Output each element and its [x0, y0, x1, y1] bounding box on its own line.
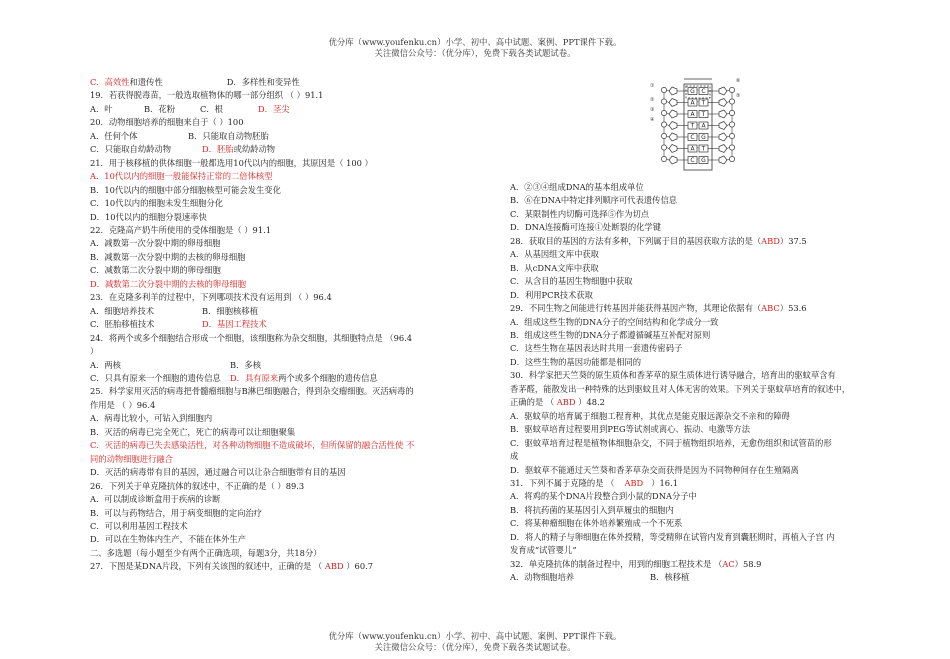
sugar-left	[669, 145, 677, 153]
header-line-1: 优分库（www.youfenku.cn）小学、初中、高中试题、案例、PPT课件下载。	[328, 37, 622, 47]
answer-text: C．高效性	[90, 77, 130, 87]
question-30-cont: 香茅醛，能散发出一种特殊的达到驱蚊且对人体无害的效果。下列关于驱蚊草培育的叙述中，	[510, 383, 851, 394]
q30-option-b: B．驱蚊草培育过程要用到PEG等试剂或离心、振动、电激等方法	[510, 424, 751, 435]
dna-diagram	[650, 77, 746, 175]
base-letter-left: T	[690, 122, 695, 130]
base-letter-right: A	[701, 122, 706, 130]
q26-option-a: A．可以制成诊断盒用于疾病的诊断	[90, 494, 221, 505]
q21-option-d: D．10代以内的细胞分裂速率快	[90, 211, 207, 222]
footer-line-2: 关注微信公众号：（优分库），免费下载各类试题试卷。	[374, 642, 576, 652]
q25-option-c-cont: 同的动物细胞进行融合	[90, 453, 173, 464]
question-32: 32．单克隆抗体的制备过程中，用到的细胞工程技术是 （AC）58.9	[510, 558, 762, 569]
question-19: 19．若获得脱毒苗，一般选取植物体的哪一部分组织 （ ）91.1	[90, 90, 324, 101]
label-2: ②	[650, 97, 655, 103]
question-20: 20．动物细胞培养的细胞来自于（ ）100	[90, 117, 244, 128]
q22-option-b: B．减数第一次分裂中期的去核的卵母细胞	[90, 251, 246, 262]
bond-right	[727, 159, 729, 160]
page-header	[0, 37, 950, 59]
q25-option-d: D．灭活的病毒带有目的基因，通过融合可以让杂合细胞带有目的基因	[90, 467, 346, 478]
bond-left	[667, 90, 669, 91]
answer-text: D．基因工程技术	[202, 319, 267, 330]
q26-option-d: D．可以在生物体内生产，不能在体外生产	[90, 534, 246, 545]
base-letter-right: G	[701, 157, 706, 164]
question-27: 27．下图是某DNA片段，下列有关该图的叙述中，正确的是 （ ABD ）60.7	[90, 561, 374, 572]
q27-option-b: B．⑥在DNA中特定排列顺序可代表遗传信息	[510, 195, 678, 206]
question-30-end: 正确的是 （ ABD ）48.2	[510, 397, 605, 408]
q30-option-c-cont: 成	[510, 451, 519, 462]
phosphate-left	[661, 156, 666, 161]
q27-option-d: D．DNA连接酶可连接①处断裂的化学键	[510, 222, 662, 233]
q31-option-c: C．将某种瘤细胞在体外培养繁殖成一个不死系	[510, 518, 683, 529]
section-multiple-choice: 二、多选题（每小题至少有两个正确选项，每题3分，共18分）	[90, 547, 322, 558]
phosphate-right	[729, 133, 734, 138]
bond-left	[667, 136, 669, 137]
base-letter-left: G	[690, 88, 695, 95]
question-22: 22．克隆高产奶牛所使用的受体细胞是（ ）91.1	[90, 224, 272, 235]
backbone-right	[719, 87, 735, 164]
bond-right	[727, 113, 729, 114]
q31-option-a: A．将鸡的某个DNA片段整合到小鼠的DNA分子中	[510, 491, 697, 502]
q30-option-c: C．驱蚊草培育过程是植物体细胞杂交，不同于植物组织培养，无愈伤组织和试管苗的形	[510, 437, 832, 448]
q18-options-cd: C．高效性和遗传性 D．多样性和变异性	[90, 77, 300, 87]
q31-option-b: B．将抗药菌的某基因引入到草履虫的细胞内	[510, 504, 674, 515]
question-23: 23．在克隆多利羊的过程中，下列哪项技术没有运用到 （ ）96.4	[90, 292, 332, 303]
base-letter-left: C	[690, 134, 695, 141]
q28-option-d: D．利用PCR技术获取	[510, 289, 593, 300]
q20-options-cd: C．只能取自幼龄动物 D．胚胎或幼龄动物	[90, 144, 276, 155]
phosphate-left	[661, 122, 666, 127]
q23-options-cd: C．胚胎移植技术 D．基因工程技术	[90, 319, 267, 330]
sugar-left	[669, 110, 677, 118]
question-29: 29．不同生物之间能进行转基因并能获得基因产物，其理论依据有（ABC）53.6	[510, 303, 807, 314]
question-25: 25．科学家用灭活的病毒把骨髓瘤细胞与B淋巴细胞融合，得到杂交瘤细胞。灭活病毒的	[90, 386, 414, 397]
sugar-left	[669, 133, 677, 141]
q22-option-d: D．减数第二次分裂中期的去核的卵母细胞	[90, 278, 246, 289]
bond-right	[727, 148, 729, 149]
bond-left	[667, 148, 669, 149]
question-28: 28．获取目的基因的方法有多种，下列属于目的基因获取方法的是（ABD）37.5	[510, 235, 807, 246]
phosphate-left	[661, 99, 666, 104]
base-letter-right: T	[701, 111, 706, 118]
bond-left	[667, 113, 669, 114]
bond-left	[667, 159, 669, 160]
phosphate-left	[661, 133, 666, 138]
sugar-right	[719, 133, 727, 141]
footer-line-1: 优分库（www.youfenku.cn）小学、初中、高中试题、案例、PPT课件下载。	[328, 631, 622, 641]
left-column	[90, 76, 490, 574]
phosphate-right	[729, 87, 734, 92]
q25-option-b: B．灭活的病毒已完全死亡，死亡的病毒可以让细胞聚集	[90, 426, 296, 437]
q21-option-a: A．10代以内的细胞一般能保持正常的二倍体核型	[90, 171, 273, 182]
q26-option-b: B．可以与药物结合，用于病变细胞的定向治疗	[90, 507, 263, 518]
question-21: 21．用于核移植的供体细胞一般都选用10代以内的细胞，其原因是（ 100 ）	[90, 157, 373, 168]
q27-option-a: A．②③④组成DNA的基本组成单位	[510, 182, 644, 192]
bond-right	[727, 90, 729, 91]
label-6: ⑥	[736, 78, 741, 84]
question-30: 30．科学家把天竺葵的原生质体和香茅草的原生质体进行诱导融合，培育出的驱蚊草含有	[510, 370, 836, 381]
q28-option-b: B．从cDNA文库中获取	[510, 262, 599, 273]
q22-option-a: A．减数第一次分裂中期的卵母细胞	[90, 238, 221, 249]
answer-text: AC	[722, 558, 735, 569]
bond-right	[727, 102, 729, 103]
answer-text: ABD	[322, 561, 347, 572]
phosphate-right	[729, 156, 734, 161]
label-1: ①	[650, 83, 655, 89]
q25-option-c: C．灭活的病毒已失去感染活性，对各种动物细胞不造成破坏，但所保留的融合活性使 不	[90, 440, 415, 451]
label-3: ③	[650, 107, 655, 113]
sugar-right	[719, 145, 727, 153]
q24-options-ab: A．两核 B．多核	[90, 359, 261, 370]
base-letter-left: A	[690, 99, 695, 107]
phosphate-left	[661, 110, 666, 115]
sugar-left	[669, 156, 677, 164]
q30-option-a: A．驱蚊草的培育属于细胞工程育种，其优点是能克服远源杂交不亲和的障碍	[510, 410, 790, 421]
q23-options-ab: A．细胞培养技术 B．细胞核移植	[90, 305, 258, 316]
base-letter-right: T	[701, 99, 706, 107]
phosphate-right	[729, 99, 734, 104]
q29-option-b: B．组成这些生物的DNA分子都遵循碱基互补配对原则	[510, 329, 711, 340]
base-letter-left: C	[690, 157, 695, 164]
answer-text: ABD	[554, 397, 579, 408]
sugar-right	[719, 122, 727, 130]
question-26: 26．下列关于单克隆抗体的叙述中，不正确的是（ ）89.3	[90, 480, 305, 491]
sugar-right	[719, 110, 727, 118]
q26-option-c: C．可以利用基因工程技术	[90, 520, 188, 531]
q27-option-c: C．某限制性内切酶可选择⑤作为切点	[510, 208, 650, 219]
phosphate-left	[661, 87, 666, 92]
q29-option-d: D．这些生物的基因功能都是相同的	[510, 356, 642, 367]
q28-option-c: C．从含目的基因生物细胞中获取	[510, 276, 633, 287]
base-letter-left: A	[690, 145, 695, 153]
page-footer	[0, 631, 950, 653]
base-letter-right: G	[701, 134, 706, 141]
sugar-right	[719, 99, 727, 107]
bond-left	[667, 102, 669, 103]
sugar-left	[669, 122, 677, 130]
bond-left	[667, 125, 669, 126]
right-column	[510, 181, 898, 585]
phosphate-right	[729, 110, 734, 115]
q29-option-a: A．组成这些生物的DNA分子的空间结构和化学成分一致	[510, 316, 719, 327]
q31-option-d: D．将人的精子与卵细胞在体外授精，等受精卵在试管内发育到囊胚期时，再植入子宫 内	[510, 531, 835, 542]
base-letter-right: T	[701, 145, 706, 153]
answer-text: D．茎尖	[258, 103, 290, 114]
answer-text: ABD	[624, 477, 644, 488]
q25-option-a: A．病毒比较小，可钻入到细胞内	[90, 413, 213, 424]
q21-option-c: C．10代以内的细胞未发生细胞分化	[90, 198, 224, 209]
q29-option-c: C．这些生物在基因表达时共用一套遗传密码子	[510, 343, 683, 354]
sugar-left	[669, 87, 677, 95]
answer-text: D．胚胎	[202, 144, 234, 155]
q21-option-b: B．10代以内的细胞中部分细胞核型可能会发生变化	[90, 184, 281, 195]
question-24-end: ）	[90, 346, 99, 357]
question-31: 31．下列不属于克隆的是 （ ABD ）16.1	[510, 477, 678, 488]
header-line-2: 关注微信公众号：（优分库），免费下载各类试题试卷。	[374, 48, 576, 58]
base-letter-left: A	[690, 111, 695, 118]
q24-options-cd: C．只具有原来一个细胞的遗传信息 D．具有原来两个或多个细胞的遗传信息	[90, 372, 378, 383]
q32-options-ab: A．动物细胞培养 B．核移植	[510, 572, 690, 583]
bond-right	[727, 136, 729, 137]
answer-text: D．具有原来	[230, 372, 279, 383]
sugar-right	[719, 156, 727, 164]
sugar-right	[719, 87, 727, 95]
q22-option-c: C．减数第二次分裂中期的卵母细胞	[90, 265, 221, 276]
q30-option-d: D．驱蚊草不能通过天竺葵和香茅草杂交而获得是因为不同物种间存在生殖隔离	[510, 464, 799, 475]
label-4: ④	[650, 117, 655, 123]
q20-options-ab: A．任何个体 B．只能取自动物胚胎	[90, 130, 269, 141]
q19-options: A．叶 B．花粉 C．根 D．茎尖	[90, 103, 290, 114]
question-25-cont: 作用是 （ ）96.4	[90, 399, 156, 410]
question-24: 24．将两个或多个细胞结合形成一个细胞，该细胞称为杂交细胞，其细胞特点是 （96.4	[90, 332, 413, 343]
answer-text: ABD	[761, 235, 780, 246]
answer-text: ABC	[761, 303, 780, 314]
bond-right	[727, 125, 729, 126]
phosphate-right	[729, 122, 734, 127]
q28-option-a: A．从基因组文库中获取	[510, 249, 599, 260]
phosphate-left	[661, 145, 666, 150]
q31-option-d-cont: 发育成“试管婴儿”	[510, 545, 577, 556]
sugar-left	[669, 99, 677, 107]
base-pairs	[677, 88, 719, 165]
backbone-left	[661, 87, 677, 164]
phosphate-right	[729, 145, 734, 150]
base-letter-right: C	[701, 88, 706, 95]
label-5: ⑤	[736, 93, 741, 99]
